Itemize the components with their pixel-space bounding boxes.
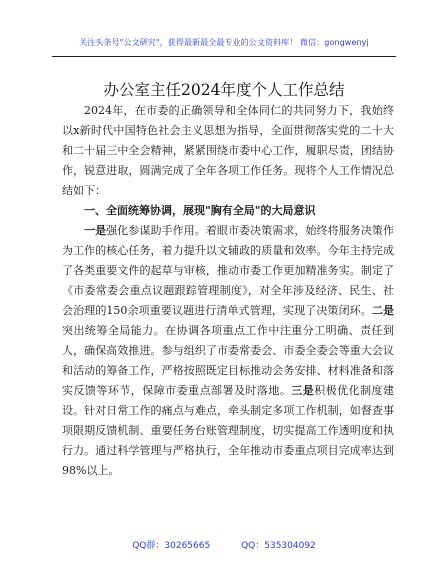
header-note: 关注头条号"公文研究"，获得最新最全最专业的公文资料库！ 微信：gongwenyj [79,38,369,47]
point-1-text: 强化参谋助手作用。着眼市委决策需求，始终将服务决策作为工作的核心任务，着力提升以文辅政的质量和效率。今年主持完成了各类重要文件的起草与审核，推动市委工作更加精准务实。制定了《市委常委会重点议题跟踪管理制度》，对全年涉及经济、民生、社会治理的150余项重要议题进行清单式管理，实现了决策闭环。 [62,224,395,317]
document-title: 办公室主任2024年度个人工作总结 [103,81,345,99]
point-1-lead: 一是 [84,224,107,237]
intro-paragraph: 2024年，在市委的正确领导和全体同仁的共同努力下，我始终以x新时代中国特色社会主义思想为指导，全面贯彻落实党的二十大和二十届三中全会精神，紧紧围绕市委中心工作，履职尽责，团结协作，锐意进取，圆满完成了全年各项工作任务。现将个人工作情况总结如下： [62,104,394,197]
section-heading-1: 一、全面统筹协调，展现"胸有全局"的大局意识 [84,204,316,217]
footer-qq-group: QQ群：30265665 [132,541,211,551]
section-1-paragraph [62,221,394,481]
footer-qq: QQ：535304092 [241,541,316,551]
header-divider [52,56,396,57]
document-body [62,101,394,481]
point-2-text: 突出统筹全局能力。在协调各项重点工作中注重分工明确、责任到人，确保高效推进。参与组织了市委常委会、市委全委会等重大会议和活动的筹备工作，严格按照既定目标推动会务安排、材料准备和落实反馈等环节，保障市委重点部署及时落地。 [62,324,394,397]
point-3-lead: 三是 [291,384,315,397]
footer-contact [0,538,448,551]
point-2-lead: 二是 [371,304,394,317]
point-3-text: 积极优化制度建设。针对日常工作的痛点与难点，牵头制定多项工作机制，如督查事项限期反馈机制、重要任务台账管理制度，切实提高工作透明度和执行力。通过科学管理与严格执行，全年推动市委重点项目完成率达到98%以上。 [62,384,395,477]
